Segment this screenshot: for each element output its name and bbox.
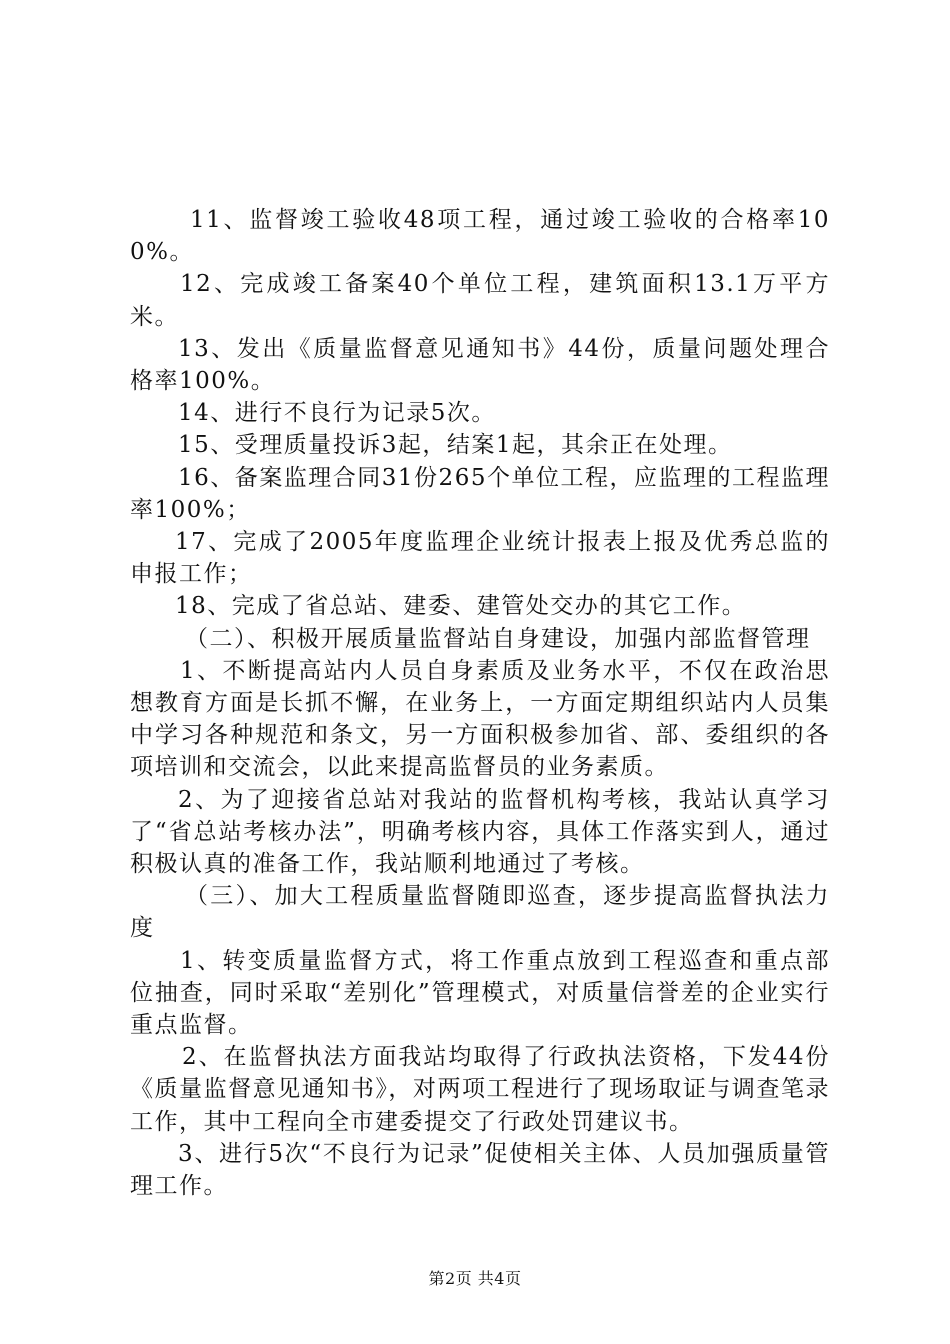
section-3-item-1-paragraph: 1、转变质量监督方式，将工作重点放到工程巡查和重点部位抽查，同时采取“差别化”管理模式，对质量信誉差的企业实行重点监督。 [130,947,830,1039]
section-2-item-2-paragraph: 2、为了迎接省总站对我站的监督机构考核，我站认真学习了“省总站考核办法”，明确考核内容，具体工作落实到人，通过积极认真的准备工作，我站顺利地通过了考核。 [130,786,830,878]
item-14-paragraph: 14、进行不良行为记录5次。 [178,400,496,427]
item-18-paragraph: 18、完成了省总站、建委、建管处交办的其它工作。 [175,593,747,620]
section-2-heading: （二）、积极开展质量监督站自身建设，加强内部监督管理 [185,625,811,652]
item-15-paragraph: 15、受理质量投诉3起，结案1起，其余正在处理。 [178,432,733,459]
section-2-item-1-paragraph: 1、不断提高站内人员自身素质及业务水平，不仅在政治思想教育方面是长抓不懈，在业务上，一方面定期组织站内人员集中学习各种规范和条文，另一方面积极参加省、部、委组织的各项培训和交流会，以此来提高监督员的业务素质。 [130,657,830,781]
item-17-paragraph: 17、完成了2005年度监理企业统计报表上报及优秀总监的申报工作； [130,529,830,588]
section-3-item-2-paragraph: 2、在监督执法方面我站均取得了行政执法资格，下发44份《质量监督意见通知书》，对两项工程进行了现场取证与调查笔录工作，其中工程向全市建委提交了行政处罚建议书。 [130,1044,830,1135]
item-11-paragraph: 11、监督竣工验收48项工程，通过竣工验收的合格率100%。 [130,207,830,266]
section-3-heading: （三）、加大工程质量监督随即巡查，逐步提高监督执法力度 [130,883,830,942]
page-footer: 第2页 共4页 [428,1269,522,1288]
section-3-item-3-paragraph: 3、进行5次“不良行为记录”促使相关主体、人员加强质量管理工作。 [130,1140,830,1200]
item-16-paragraph: 16、备案监理合同31份265个单位工程，应监理的工程监理率100%； [130,464,830,523]
item-13-paragraph: 13、发出《质量监督意见通知书》44份，质量问题处理合格率100%。 [130,335,830,395]
item-12-paragraph: 12、完成竣工备案40个单位工程，建筑面积13.1万平方米。 [130,271,830,330]
document-body [130,204,830,1202]
